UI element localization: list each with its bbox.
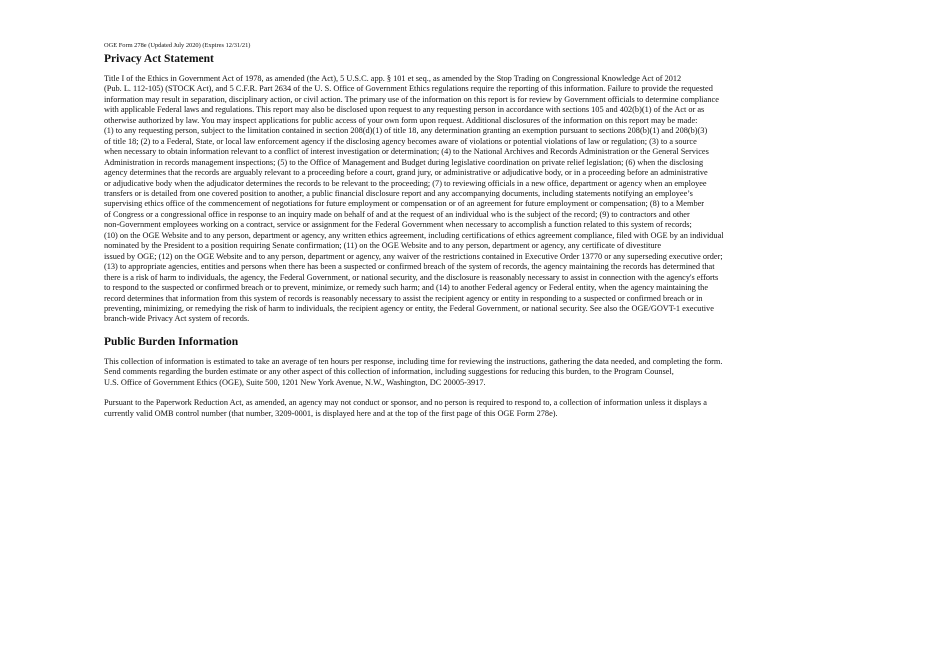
privacy-line: there is a risk of harm to individuals, the agency, the Federal Government, or national security, and the disclosure is reasonably necessary to assist in connection with the agency's efforts	[104, 272, 719, 282]
privacy-act-heading: Privacy Act Statement	[104, 53, 214, 65]
public-burden-heading: Public Burden Information	[104, 335, 239, 348]
burden-line: This collection of information is estimated to take an average of ten hours per response, including time for reviewing the instructions, gathering the data needed, and completing the form.	[104, 356, 723, 366]
privacy-line: when necessary to obtain information relevant to a conflict of interest investigation or determination; (4) to the National Archives and Records Administration or the General Services	[104, 147, 709, 157]
privacy-line: agency determines that the records are arguably relevant to a proceeding before a court, grand jury, or administrative or adjudicative body, or in a proceeding before an administrative	[104, 168, 708, 178]
privacy-line: to respond to the suspected or confirmed breach or to prevent, minimize, or remedy such harm; and (14) to another Federal agency or Federal entity, when the agency maintaining the	[104, 283, 709, 293]
privacy-line: (1) to any requesting person, subject to the limitation contained in section 208(d)(1) of title 18, any determination granting an exemption pursuant to sections 208(b)(1) and 208(b)(3)	[104, 126, 708, 136]
privacy-line: otherwise authorized by law. You may inspect applications for public access of your own form upon request. Additional disclosures of the information on this report may be made:	[104, 115, 698, 125]
burden-paragraph	[104, 357, 834, 388]
paragraph-spacer	[104, 388, 834, 398]
burden-line: U.S. Office of Government Ethics (OGE), Suite 500, 1201 New York Avenue, N.W., Washington, DC 20005-3917.	[104, 377, 486, 387]
privacy-line: Title I of the Ethics in Government Act of 1978, as amended (the Act), 5 U.S.C. app. § 101 et seq., as amended by the Stop Trading on Congressional Knowledge Act of 2012	[104, 74, 682, 83]
privacy-line: of title 18; (2) to a Federal, State, or local law enforcement agency if the disclosing agency becomes aware of violations or potential violations of law or regulation; (3) to a source	[104, 136, 697, 146]
privacy-line: preventing, minimizing, or remedying the risk of harm to individuals, the recipient agency or entity, the Federal Government, or national security. See also the OGE/GOVT-1 executive	[104, 303, 714, 313]
privacy-line: supervising ethics office of the commencement of negotiations for future employment or compensation or of an agreement for future employment or compensation; (8) to a Member	[104, 199, 705, 209]
form-identifier: OGE Form 278e (Updated July 2020) (Expires 12/31/21)	[104, 42, 251, 49]
privacy-line: record determines that information from this system of records is reasonably necessary to assist the recipient agency or entity in responding to a suspected or confirmed breach or in	[104, 293, 703, 303]
privacy-line: information may result in separation, disciplinary action, or civil action. The primary use of the information on this report is for review by Government officials to determine compliance	[104, 94, 719, 104]
document-page	[104, 42, 834, 419]
privacy-line: non-Government employees working on a contract, service or assignment for the Federal Government when necessary to accomplish a function related to this system of records;	[104, 220, 692, 230]
privacy-line: (13) to appropriate agencies, entities and persons when there has been a suspected or confirmed breach of the system of records, the agency maintaining the records has determined that	[104, 262, 715, 272]
privacy-line: transfers or is detailed from one covered position to another, a public financial disclosure report and any accompanying documents, including statements notifying an employee’s	[104, 188, 693, 198]
privacy-line: branch-wide Privacy Act system of records.	[104, 314, 250, 324]
privacy-line: (Pub. L. 112-105) (STOCK Act), and 5 C.F.R. Part 2634 of the U. S. Office of Government Ethics regulations require the reporting of this information. Failure to provide the requested	[104, 84, 713, 94]
privacy-line: of Congress or a congressional office in response to an inquiry made on behalf of and at the request of an individual who is the subject of the record; (9) to contractors and other	[104, 209, 690, 219]
privacy-line: Administration in records management inspections; (5) to the Office of Management and Budget during legislative coordination on private relief legislation; (6) when the disclosing	[104, 157, 704, 167]
privacy-line: or adjudicative body when the adjudicator determines the records to be relevant to the proceeding; (7) to reviewing officials in a new office, department or agency when an employee	[104, 178, 707, 188]
paperwork-act-paragraph	[104, 398, 834, 419]
privacy-line: nominated by the President to a position requiring Senate confirmation; (11) on the OGE Website and to any person, department or agency, any certificate of divestiture	[104, 241, 662, 251]
paperwork-line: Pursuant to the Paperwork Reduction Act, as amended, an agency may not conduct or sponsor, and no person is required to respond to, a collection of information unless it displays a	[104, 398, 707, 408]
paperwork-line: currently valid OMB control number (that number, 3209-0001, is displayed here and at the top of the first page of this OGE Form 278e).	[104, 408, 558, 418]
privacy-line: issued by OGE; (12) on the OGE Website and to any person, department or agency, any waiver of the restrictions contained in Executive Order 13770 or any superseding executive order;	[104, 251, 723, 261]
privacy-act-paragraph	[104, 74, 834, 325]
privacy-line: with applicable Federal laws and regulations. This report may also be disclosed upon request to any requesting person in accordance with sections 105 and 402(b)(1) of the Act or as	[104, 105, 705, 115]
privacy-line: (10) on the OGE Website and to any person, department or agency, any written ethics agreement, including certifications of ethics agreement compliance, filed with OGE by an individual	[104, 230, 724, 240]
burden-line: Send comments regarding the burden estimate or any other aspect of this collection of information, including suggestions for reducing this burden, to the Program Counsel,	[104, 367, 674, 377]
